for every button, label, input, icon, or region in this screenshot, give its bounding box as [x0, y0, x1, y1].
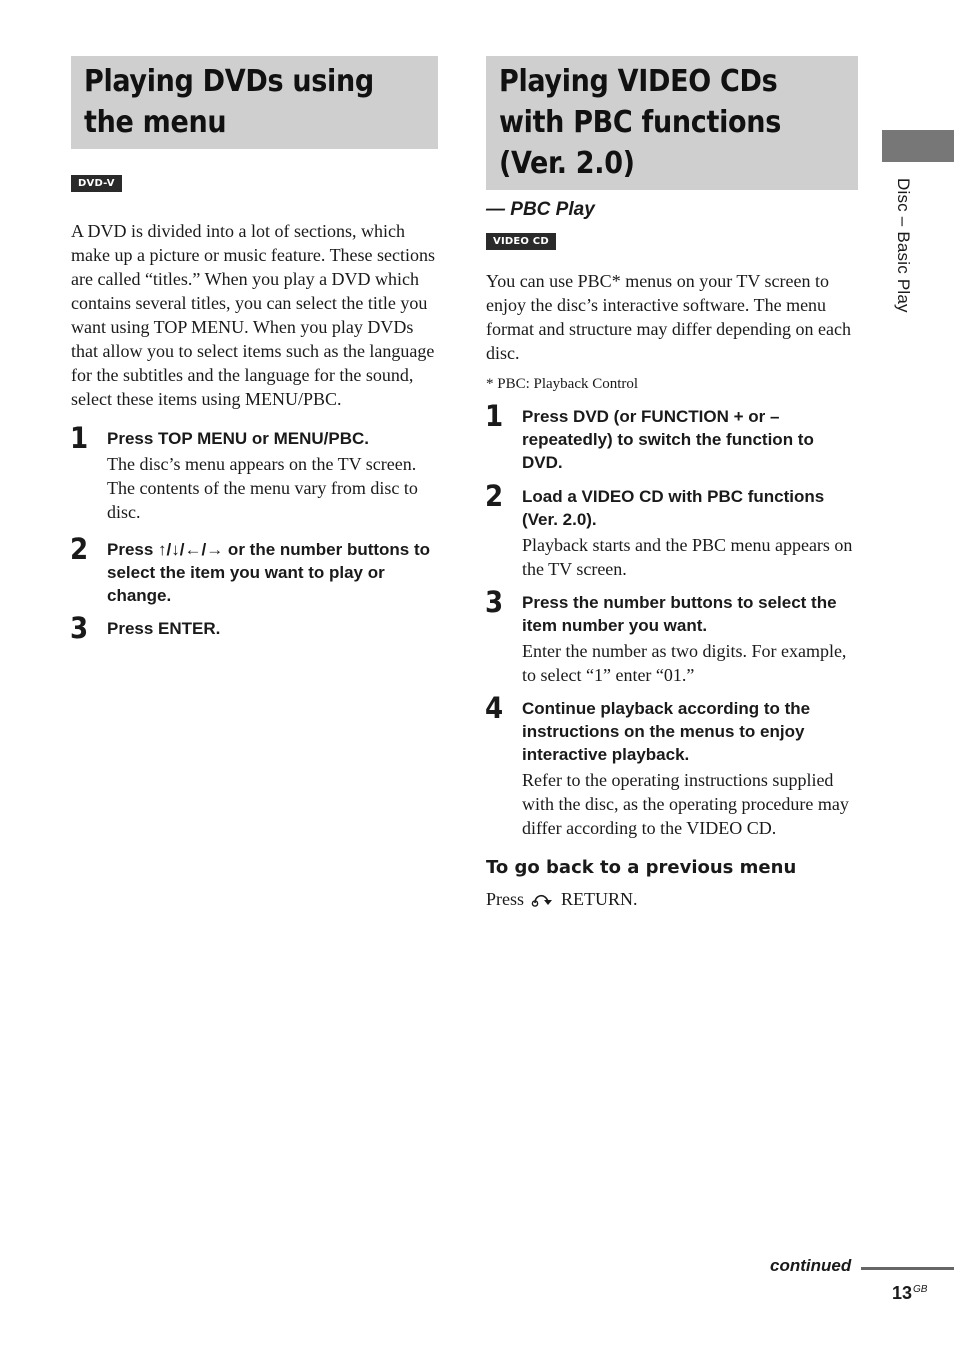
step-title: Press ↑/↓/←/→ or the number buttons to select the item you want to play or change. — [107, 540, 431, 605]
step-title: Continue playback according to the instructions on the menus to enjoy interactive playback. — [522, 699, 811, 764]
step-2 — [485, 479, 858, 581]
step-title: Load a VIDEO CD with PBC functions (Ver. 2.0). — [522, 487, 825, 529]
step-number: 3 — [485, 585, 504, 619]
step-number: 4 — [485, 691, 504, 725]
step-1 — [485, 399, 858, 474]
step-body: The disc’s menu appears on the TV screen. The contents of the menu vary from disc to disc. — [107, 454, 418, 522]
return-instruction — [486, 887, 858, 913]
left-column — [70, 56, 438, 645]
step-title: Press the number buttons to select the item number you want. — [522, 593, 837, 635]
step-number: 2 — [70, 532, 89, 566]
continued-rule — [861, 1267, 954, 1270]
return-icon — [531, 889, 555, 913]
step-number: 1 — [485, 399, 504, 433]
step-body: Playback starts and the PBC menu appears on the TV screen. — [522, 535, 853, 579]
step-3 — [70, 611, 438, 645]
go-back-heading: To go back to a previous menu — [486, 857, 797, 878]
step-number: 1 — [70, 421, 89, 455]
page-number-suffix: GB — [913, 1284, 928, 1295]
section-title-video-cd-pbc: Playing VIDEO CDs with PBC functions (Ver. 2.0) — [486, 56, 858, 190]
pbc-play-subtitle: — PBC Play — [486, 199, 595, 220]
intro-paragraph: A DVD is divided into a lot of sections, which make up a picture or music feature. These sections are called “titles.” When you play a DVD which contains several titles, you can select the title you want using TOP MENU. When you play DVDs that allow you to select items such as the language for the subtitles and the language for the sound, select these items using MENU/PBC. — [71, 221, 436, 409]
return-label: RETURN. — [561, 889, 638, 909]
step-number: 3 — [70, 611, 89, 645]
chapter-tab-label: Disc – Basic Play — [894, 178, 913, 313]
dvd-v-badge: DVD-V — [71, 175, 122, 192]
step-body: Refer to the operating instructions supplied with the disc, as the operating procedure may differ according to the VIDEO CD. — [522, 770, 849, 838]
press-label: Press — [486, 889, 525, 909]
page-number — [892, 1283, 927, 1304]
step-2 — [70, 532, 438, 607]
step-title: Press TOP MENU or MENU/PBC. — [107, 429, 369, 448]
continued-label: continued — [770, 1256, 852, 1275]
intro-paragraph: You can use PBC* menus on your TV screen to enjoy the disc’s interactive software. The menu format and structure may differ depending on each disc. — [486, 271, 852, 363]
page-number-value: 13 — [892, 1283, 913, 1303]
step-1 — [70, 421, 438, 524]
step-body: Enter the number as two digits. For example, to select “1” enter “01.” — [522, 641, 847, 685]
video-cd-badge: VIDEO CD — [486, 233, 556, 250]
step-title: Press DVD (or FUNCTION + or – repeatedly) to switch the function to DVD. — [522, 407, 814, 472]
chapter-tab-marker — [882, 130, 954, 162]
pbc-footnote: * PBC: Playback Control — [486, 376, 639, 392]
section-title-dvd-menu: Playing DVDs using the menu — [71, 56, 438, 149]
step-4 — [485, 691, 858, 840]
step-3 — [485, 585, 858, 687]
step-number: 2 — [485, 479, 504, 513]
step-title: Press ENTER. — [107, 619, 221, 638]
right-column — [486, 56, 858, 913]
